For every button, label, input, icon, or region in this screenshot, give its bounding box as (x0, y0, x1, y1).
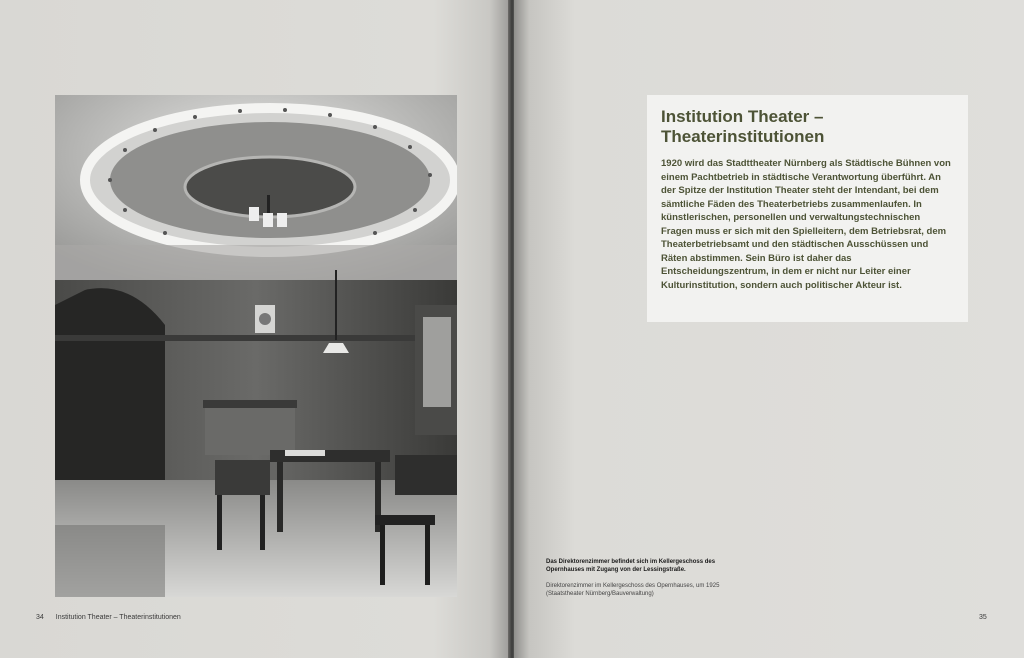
left-page (0, 0, 510, 658)
page-number-left: 34 (36, 614, 44, 621)
caption-credit (546, 582, 766, 598)
director-room-photo (55, 95, 457, 597)
photo-caption (546, 558, 766, 598)
section-title (661, 107, 954, 147)
caption-credit-line: Direktorenzimmer im Kellergeschoss des Opernhauses, um 1925 (546, 583, 720, 589)
body-paragraph: 1920 wird das Stadttheater Nürnberg als Städtische Bühnen von einem Pachtbetrieb in städtische Verantwortung überführt. An der Spitze der Institution Theater steht der Intendant, bei dem sämtliche Fäden des Theaterbetriebs zusammenlaufen. In künstlerischen, personellen und verwaltungstechnischen Fragen muss er sich mit den Spielleitern, dem Betriebsrat, dem Theaterbetriebsamt und den städtischen Ausschüssen und Räten abstimmen. Sein Büro ist daher das Entscheidungszentrum, in dem er nicht nur Leiter einer Kulturinstitution, sondern auch politischer Akteur ist. (661, 158, 951, 291)
left-folio (36, 614, 181, 621)
caption-headline-line: Das Direktorenzimmer befindet sich im Kellergeschoss des (546, 559, 716, 565)
caption-headline-line: Opernhauses mit Zugang von der Lessingstraße. (546, 567, 686, 573)
photo-illustration (55, 95, 457, 597)
right-folio (979, 614, 987, 621)
page-number-right: 35 (979, 614, 987, 621)
section-title-line: Institution Theater – (661, 107, 824, 126)
caption-headline (546, 558, 766, 574)
running-title: Institution Theater – Theaterinstitutionen (55, 614, 181, 621)
intro-textbox (647, 95, 968, 322)
caption-credit-line: (Staatstheater Nürnberg/Bauverwaltung) (546, 591, 654, 597)
section-title-line: Theaterinstitutionen (661, 127, 825, 146)
